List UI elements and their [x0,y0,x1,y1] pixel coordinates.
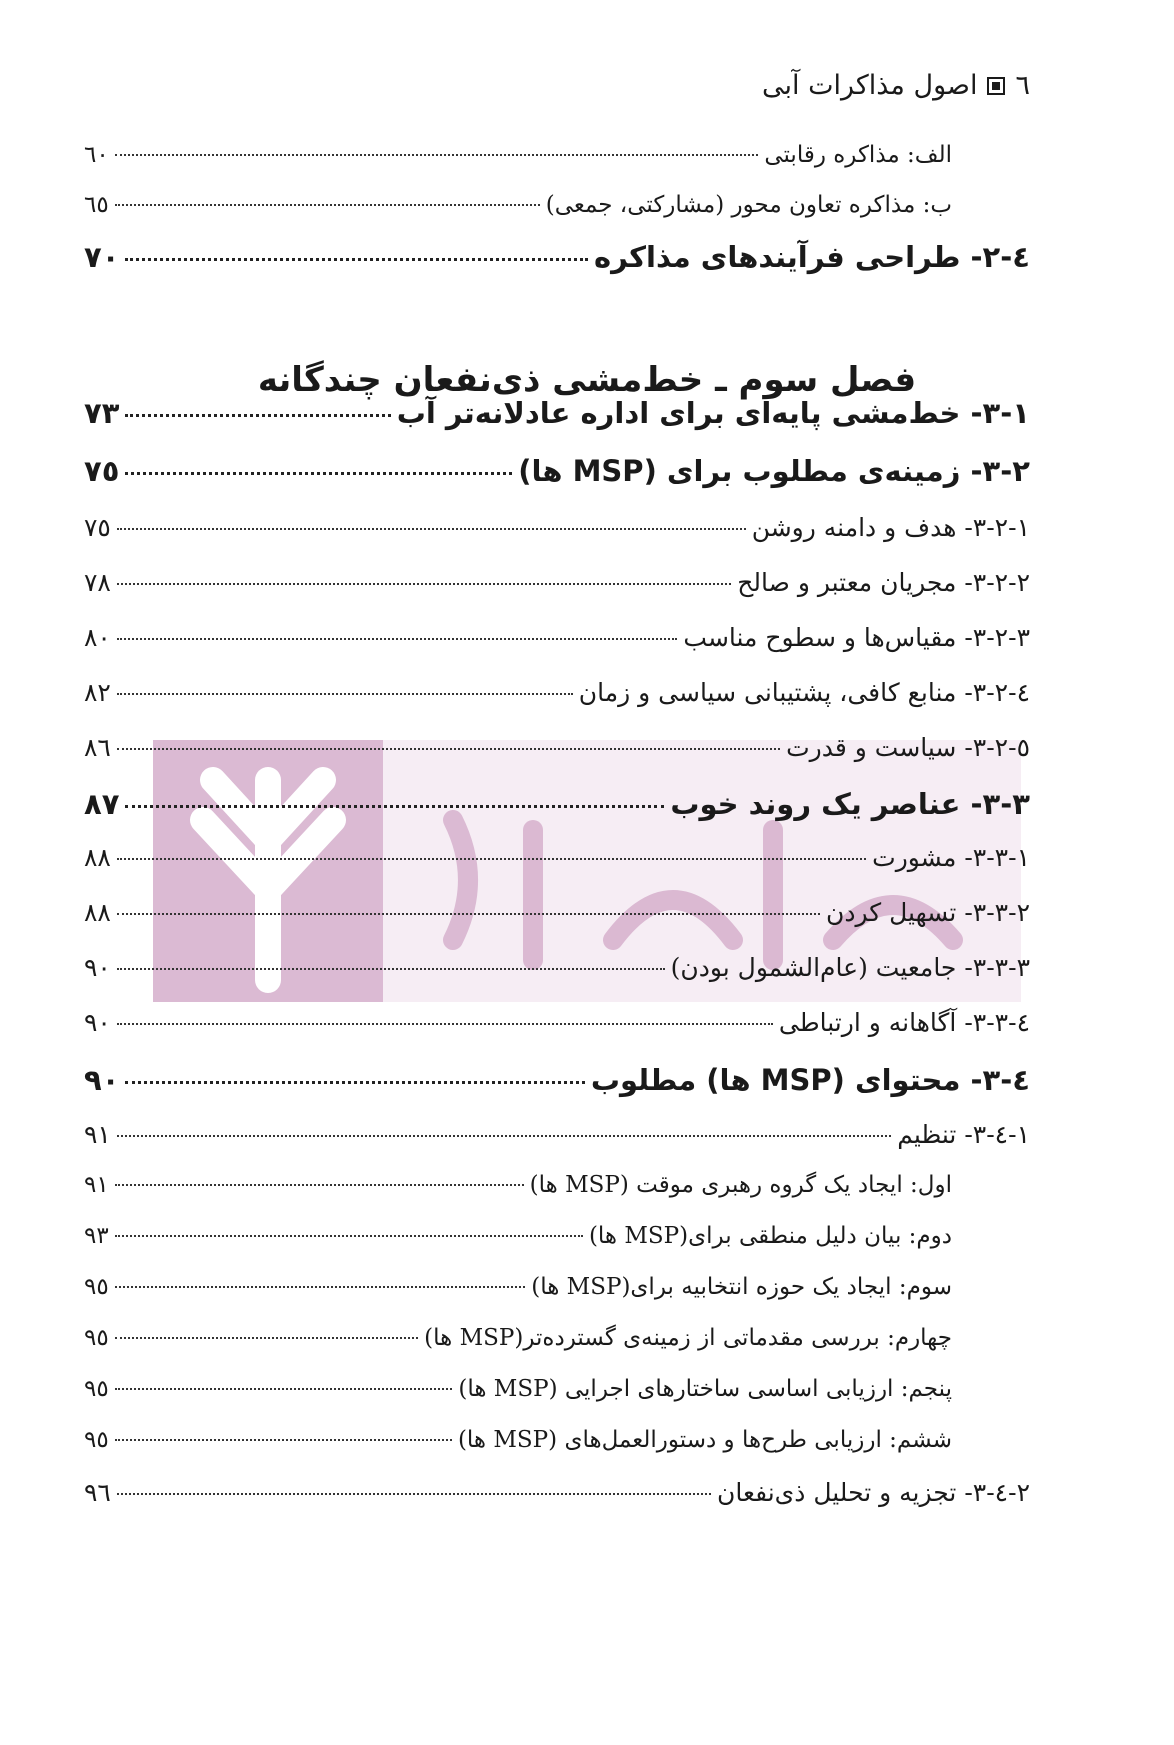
toc-entry-label: ٢-٤-٣- تجزیه و تحلیل ذی‌نفعان [717,1478,1030,1507]
dot-leader [115,1439,452,1441]
toc-entry-label: ٣-٣-٣- جامعیت (عام‌الشمول بودن) [670,953,1030,982]
toc-entry [84,142,952,168]
toc-entry-label: سوم: ایجاد یک حوزه انتخابیه برای(MSP ها) [531,1274,952,1300]
dot-leader [115,154,759,156]
toc-entry-page: ٨٠ [84,623,111,652]
dot-leader [115,1337,418,1339]
toc-entry [84,733,1030,762]
toc-section [84,396,1030,430]
toc-entry-page: ٧٥ [84,454,120,488]
dot-leader [117,968,665,970]
toc-entry [84,568,1030,597]
toc-entry [84,843,1030,872]
dot-leader [125,472,512,475]
toc-entry-page: ٨٨ [84,898,111,927]
toc-entry-page: ٩١ [84,1120,111,1149]
toc-entry-page: ٨٨ [84,843,111,872]
toc-entry [84,1223,952,1249]
toc-entry-label: ٤-٣-٣- آگاهانه و ارتباطی [778,1008,1030,1037]
toc-entry [84,192,952,218]
toc-entry-page: ٦٠ [84,142,109,168]
toc-entry-label: ٢-٣- زمینه‌ی مطلوب برای (MSP ها) [518,454,1030,488]
dot-leader [115,1184,524,1186]
toc-section [84,454,1030,488]
toc-entry [84,953,1030,982]
toc-entry-label: ٢-٢-٣- مجریان معتبر و صالح [737,568,1030,597]
toc-entry-page: ٧٠ [84,240,120,274]
toc-entry-label: الف: مذاکره رقابتی [764,142,952,168]
dot-leader [117,528,746,530]
toc-entry [84,678,1030,707]
toc-entry [84,1120,1030,1149]
toc-entry-page: ٩٠ [84,1008,111,1037]
dot-leader [117,913,820,915]
toc-entry-page: ٩٥ [84,1274,109,1300]
toc-entry-label: اول: ایجاد یک گروه رهبری موقت (MSP ها) [529,1172,952,1198]
dot-leader [117,638,678,640]
toc-entry-page: ٩١ [84,1172,109,1198]
dot-leader [115,1235,583,1237]
dot-leader [117,748,780,750]
toc-entry-label: ٤-٢-٣- منابع کافی، پشتیبانی سیاسی و زمان [578,678,1030,707]
dot-leader [125,414,390,417]
toc-entry-label: ١-٢-٣- هدف و دامنه روشن [751,513,1030,542]
toc-entry-page: ٩٥ [84,1376,109,1402]
toc-entry-label: پنجم: ارزیابی اساسی ساختارهای اجرایی (MSP ها) [458,1376,952,1402]
dot-leader [125,1081,584,1084]
toc-section [84,1063,1030,1097]
toc-entry-page: ٨٦ [84,733,111,762]
dot-leader [125,258,588,261]
toc-entry-label: ٢-٣-٣- تسهیل کردن [825,898,1030,927]
chapter-title: فصل سوم ـ خط‌مشی ذی‌نفعان چندگانه [257,360,917,400]
dot-leader [115,204,540,206]
toc-entry-label: ٤-٢- طراحی فرآیندهای مذاکره [593,240,1030,274]
toc-entry-label: ٣-٣- عناصر یک روند خوب [670,787,1030,821]
toc-entry [84,1478,1030,1507]
toc-entry [84,898,1030,927]
toc-entry [84,1376,952,1402]
toc-entry-label: ١-٣- خط‌مشی پایه‌ای برای اداره عادلانه‌تر آب [396,396,1030,430]
header-page-number: ٦ [1015,70,1030,101]
toc-entry-page: ٨٧ [84,787,120,821]
toc-entry-label: ١-٤-٣- تنظیم [897,1120,1030,1149]
dot-leader [117,858,866,860]
dot-leader [117,583,731,585]
toc-entry-page: ٩٠ [84,1063,120,1097]
square-bullet-icon [987,77,1005,95]
toc-entry-page: ٧٥ [84,513,111,542]
toc-entry-page: ٩٠ [84,953,111,982]
toc-entry-label: ٤-٣- محتوای (MSP ها) مطلوب [590,1063,1030,1097]
dot-leader [125,805,664,808]
toc-entry [84,1008,1030,1037]
toc-entry-label: چهارم: بررسی مقدماتی از زمینه‌ی گسترده‌تر(MSP ها) [424,1325,952,1351]
dot-leader [115,1286,526,1288]
toc-entry-label: ششم: ارزیابی طرح‌ها و دستورالعمل‌های (MSP ها) [457,1427,952,1453]
toc-entry-page: ٩٦ [84,1478,111,1507]
toc-entry [84,1325,952,1351]
running-header [762,70,1030,101]
toc-entry [84,1274,952,1300]
toc-section [84,787,1030,821]
dot-leader [117,1023,773,1025]
toc-entry-label: ب: مذاکره تعاون محور (مشارکتی، جمعی) [545,192,952,218]
toc-entry-page: ٨٢ [84,678,111,707]
toc-entry-page: ٧٨ [84,568,111,597]
toc-entry [84,513,1030,542]
dot-leader [117,1493,711,1495]
toc-entry-page: ٩٥ [84,1325,109,1351]
toc-entry [84,623,1030,652]
toc-entry-label: دوم: بیان دلیل منطقی برای(MSP ها) [588,1223,952,1249]
dot-leader [115,1388,453,1390]
header-book-title: اصول مذاکرات آبی [761,70,978,101]
toc-entry-label: ١-٣-٣- مشورت [872,843,1030,872]
toc-entry-label: ٥-٢-٣- سیاست و قدرت [786,733,1030,762]
toc-section [84,240,1030,274]
toc-entry-page: ٧٣ [84,396,120,430]
toc-entry-page: ٩٥ [84,1427,109,1453]
dot-leader [117,1135,891,1137]
toc-entry-page: ٩٣ [84,1223,109,1249]
dot-leader [117,693,573,695]
toc-entry-page: ٦٥ [84,192,109,218]
toc-entry-label: ٣-٢-٣- مقیاس‌ها و سطوح مناسب [683,623,1030,652]
toc-entry [84,1427,952,1453]
toc-entry [84,1172,952,1198]
